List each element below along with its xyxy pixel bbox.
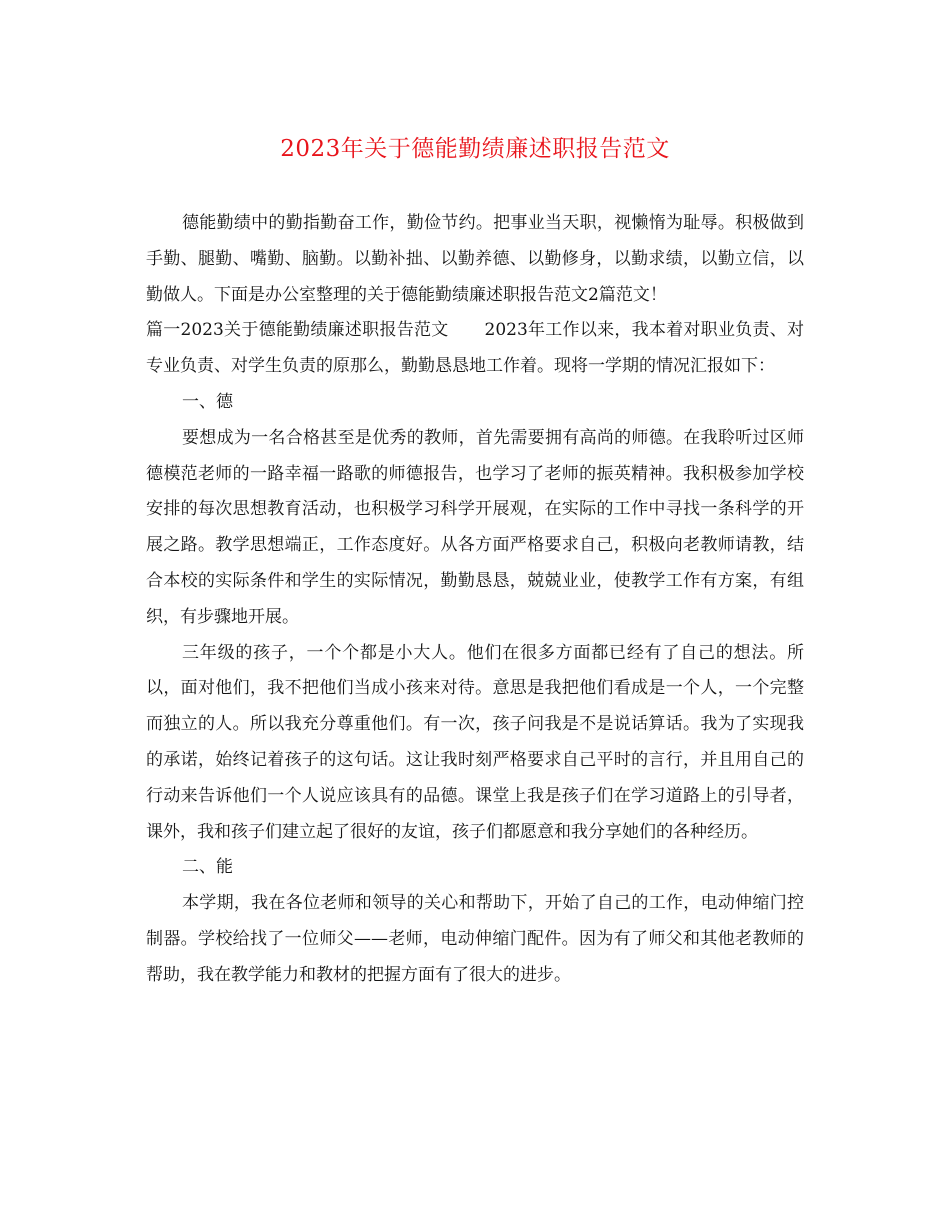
- document-body: [146, 206, 804, 994]
- article-one-paragraph: [146, 313, 804, 385]
- article-one-heading: 篇一2023关于德能勤绩廉述职报告范文: [146, 320, 449, 341]
- intro-paragraph: 德能勤绩中的勤指勤奋工作，勤俭节约。把事业当天职，视懒惰为耻辱。积极做到手勤、腿勤、嘴勤、脑勤。以勤补拙、以勤养德、以勤修身，以勤求绩，以勤立信，以勤做人。下面是办公室整理的关于德能勤绩廉述职报告范文2篇范文！: [146, 213, 804, 305]
- article-one-opening: 2023年工作以来，我本着对职业负责、对专业负责、对学生负责的原那么，勤勤恳恳地工作着。现将一学期的情况汇报如下：: [146, 320, 804, 377]
- section-heading-de: 一、德: [182, 391, 233, 412]
- section-de-paragraph-2: 三年级的孩子，一个个都是小大人。他们在很多方面都已经有了自己的想法。所以，面对他们，我不把他们当成小孩来对待。意思是我把他们看成是一个人，一个完整而独立的人。所以我充分尊重他们。有一次，孩子问我是不是说话算话。我为了实现我的承诺，始终记着孩子的这句话。这让我时刻严格要求自己平时的言行，并且用自己的行动来告诉他们一个人说应该具有的品德。课堂上我是孩子们在学习道路上的引导者，课外，我和孩子们建立起了很好的友谊，孩子们都愿意和我分享她们的各种经历。: [146, 642, 804, 842]
- section-neng-paragraph-1: 本学期，我在各位老师和领导的关心和帮助下，开始了自己的工作，电动伸缩门控制器。学校给找了一位师父——老师，电动伸缩门配件。因为有了师父和其他老教师的帮助，我在教学能力和教材的把握方面有了很大的进步。: [146, 893, 804, 985]
- section-de-paragraph-1: 要想成为一名合格甚至是优秀的教师，首先需要拥有高尚的师德。在我聆听过区师德模范老师的一路幸福一路歌的师德报告，也学习了老师的振英精神。我积极参加学校安排的每次思想教育活动，也积极学习科学开展观，在实际的工作中寻找一条科学的开展之路。教学思想端正，工作态度好。从各方面严格要求自己，积极向老教师请教，结合本校的实际条件和学生的实际情况，勤勤恳恳，兢兢业业，使教学工作有方案，有组织，有步骤地开展。: [146, 427, 804, 627]
- document-title: 2023年关于德能勤绩廉述职报告范文: [280, 136, 670, 162]
- section-heading-neng: 二、能: [182, 857, 233, 878]
